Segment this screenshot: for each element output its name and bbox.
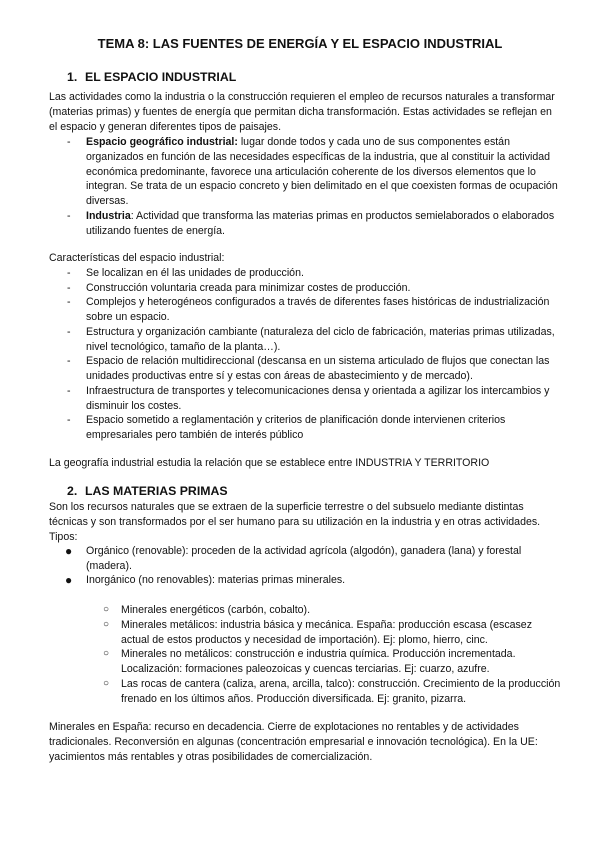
dash-bullet: -: [67, 326, 71, 338]
characteristics-heading: Características del espacio industrial:: [49, 252, 225, 264]
definition-text: : Actividad que transforma las materias primas en productos semielaborados o elaborados utilizando fuentes de energía.: [86, 210, 555, 237]
section-2-title: LAS MATERIAS PRIMAS: [85, 484, 228, 498]
dot-bullet: ●: [65, 573, 73, 587]
characteristic-item: Estructura y organización cambiante (naturaleza del ciclo de fabricación, materias primas utilizadas, nivel tecnológico, tamaño de la planta…).: [86, 326, 555, 353]
dash-bullet: -: [67, 267, 71, 279]
document-title: TEMA 8: LAS FUENTES DE ENERGÍA Y EL ESPACIO INDUSTRIAL: [97, 36, 503, 51]
definition-espacio: [86, 135, 558, 209]
circle-bullet: ○: [103, 604, 110, 615]
dash-bullet: -: [67, 296, 71, 308]
definition-text: lugar donde todos y cada uno de sus componentes están organizados en función de las necesidades específicas de la industria, que al constituir la actividad económica predominante, favorece una articulación coherente de los diversos elementos que lo integran. Se trata de un espacio concreto y bien delimitado en el que coexisten formas de ocupación diversas.: [86, 136, 558, 208]
dash-bullet: -: [67, 136, 71, 148]
circle-bullet: ○: [103, 648, 110, 659]
characteristic-item: Espacio sometido a reglamentación y criterios de planificación donde intervienen criterios empresariales pero también de interés público: [86, 414, 506, 441]
mineral-item: Minerales energéticos (carbón, cobalto).: [121, 604, 311, 616]
mineral-item: Minerales no metálicos: construcción e industria química. Producción incrementada. Localización: formaciones paleozoicas y cuencas terciarias. Ej: cuarzo, azufre.: [121, 648, 516, 675]
definition-industria: [86, 209, 558, 239]
section-2-intro: Son los recursos naturales que se extraen de la superficie terrestre o del subsuelo mediante distintas técnicas y son transformados por el ser humano para su utilización en la industria y en otras actividades. Tipos:: [49, 501, 541, 543]
circle-bullet: ○: [103, 619, 110, 630]
characteristic-item: Infraestructura de transportes y telecomunicaciones densa y orientada a agilizar los intercambios y disminuir los costes.: [86, 385, 550, 412]
characteristic-item: Complejos y heterogéneos configurados a través de diferentes fases históricas de industrialización sobre un espacio.: [86, 296, 550, 323]
section-1-closing: La geografía industrial estudia la relación que se establece entre INDUSTRIA Y TERRITORIO: [49, 457, 490, 469]
dash-bullet: -: [67, 414, 71, 426]
section-2-heading: [67, 484, 228, 498]
section-2-closing: Minerales en España: recurso en decadencia. Cierre de explotaciones no rentables y de actividades tradicionales. Reconversión en algunas (concentración empresarial e innovación tecnológica). En la UE: yacimientos más rentables y otras posibilidades de comercialización.: [49, 721, 538, 763]
section-2-number: 2.: [67, 484, 78, 498]
circle-bullet: ○: [103, 678, 110, 689]
dash-bullet: -: [67, 210, 71, 222]
dash-bullet: -: [67, 355, 71, 367]
type-item: Inorgánico (no renovables): materias primas minerales.: [86, 574, 346, 586]
dot-bullet: ●: [65, 544, 73, 558]
characteristic-item: Espacio de relación multidireccional (descansa en un sistema articulado de flujos que conectan las unidades productivas entre sí y estas con áreas de abastecimiento y de mercado).: [86, 355, 550, 382]
dash-bullet: -: [67, 385, 71, 397]
definition-term: Espacio geográfico industrial:: [86, 136, 238, 148]
definition-term: Industria: [86, 210, 131, 222]
section-1-number: 1.: [67, 70, 78, 84]
mineral-item: Las rocas de cantera (caliza, arena, arcilla, talco): construcción. Crecimiento de la producción frenado en los últimos años. Producción diversificada. Ej: granito, pizarra.: [121, 678, 561, 705]
characteristic-item: Se localizan en él las unidades de producción.: [86, 267, 304, 279]
section-1-heading: [67, 70, 236, 84]
type-item: Orgánico (renovable): proceden de la actividad agrícola (algodón), ganadera (lana) y forestal (madera).: [86, 545, 522, 572]
mineral-item: Minerales metálicos: industria básica y mecánica. España: producción escasa (escasez actual de estos productos y necesidad de importación). Ej: plomo, hierro, cinc.: [121, 619, 532, 646]
dash-bullet: -: [67, 282, 71, 294]
section-1-intro: Las actividades como la industria o la construcción requieren el empleo de recursos naturales a transformar (materias primas) y fuentes de energía que permitan dicha transformación. Estas actividades se reflejan en el espacio y generan diferentes tipos de paisajes.: [49, 91, 555, 133]
characteristic-item: Construcción voluntaria creada para minimizar costes de producción.: [86, 282, 411, 294]
section-1-title: EL ESPACIO INDUSTRIAL: [85, 70, 237, 84]
